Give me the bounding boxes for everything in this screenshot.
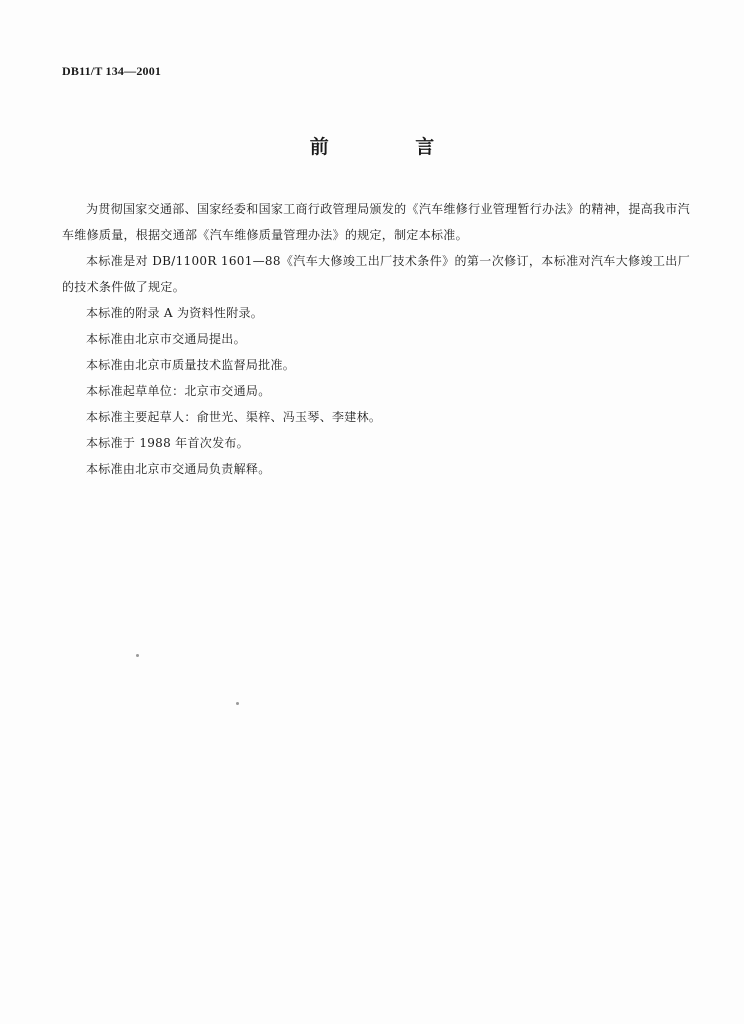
paragraph: 本标准主要起草人：俞世光、渠梓、冯玉琴、李建林。 [86, 410, 382, 424]
paragraph: 本标准是对 DB/1100R 1601—88《汽车大修竣工出厂技术条件》的第一次修订，本标准对汽车大修竣工出厂的技术条件做了规定。 [62, 254, 690, 294]
scan-speck [136, 654, 139, 657]
paragraph: 本标准的附录 A 为资料性附录。 [86, 306, 264, 320]
document-code: DB11/T 134—2001 [62, 64, 162, 78]
paragraph: 本标准由北京市交通局提出。 [86, 332, 246, 346]
scan-speck [236, 702, 239, 705]
paragraph: 本标准于 1988 年首次发布。 [86, 436, 249, 450]
paragraph: 本标准起草单位：北京市交通局。 [86, 384, 271, 398]
foreword-body [62, 196, 690, 482]
page-title: 前 言 [309, 136, 475, 158]
paragraph: 为贯彻国家交通部、国家经委和国家工商行政管理局颁发的《汽车维修行业管理暂行办法》的精神，提高我市汽车维修质量，根据交通部《汽车维修质量管理办法》的规定，制定本标准。 [62, 202, 690, 242]
paragraph: 本标准由北京市质量技术监督局批准。 [86, 358, 296, 372]
paragraph: 本标准由北京市交通局负责解释。 [86, 462, 271, 476]
